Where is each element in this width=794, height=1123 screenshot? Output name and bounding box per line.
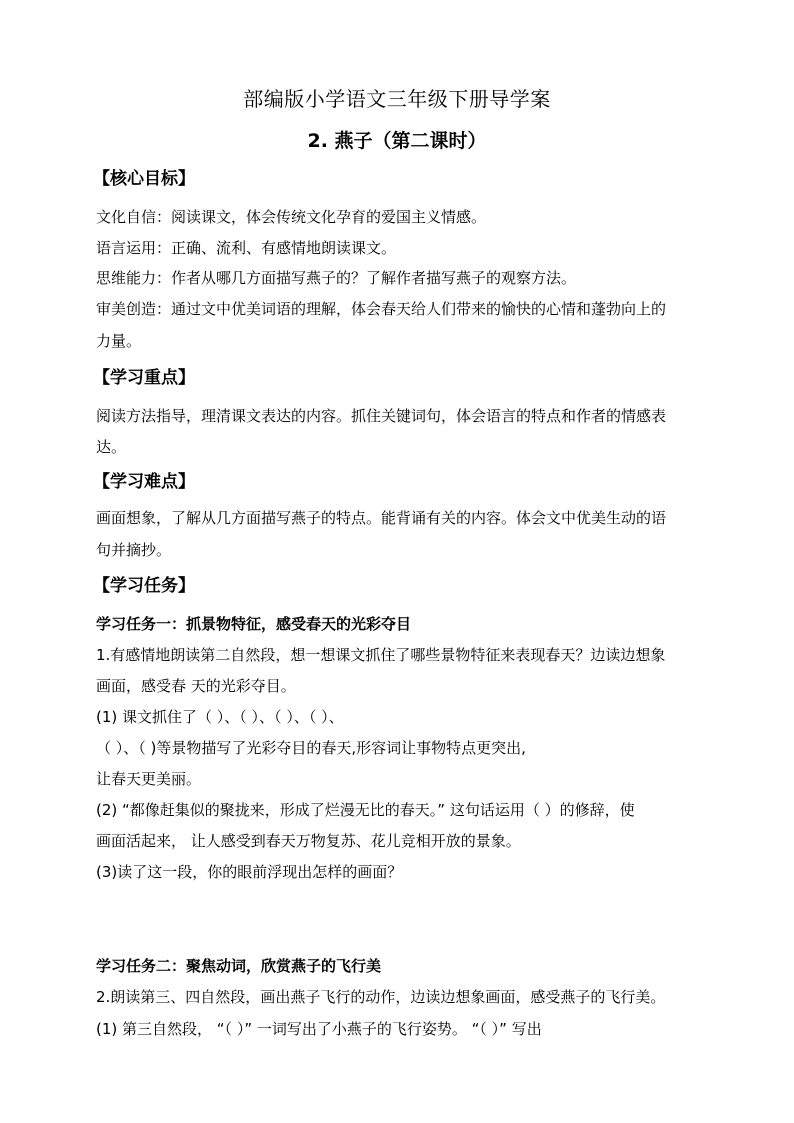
- difficulty-line: 画面想象，了解从几方面描写燕子的特点。能背诵有关的内容。体会文中优美生动的语: [96, 509, 667, 527]
- heading-core-goals: 【核心目标】: [93, 169, 195, 189]
- goal-line: 力量。: [96, 332, 142, 350]
- goal-line: 文化自信：阅读课文，体会传统文化孕育的爱国主义情感。: [96, 208, 487, 226]
- task2-line: 2.朗读第三、四自然段，画出燕子飞行的动作，边读边想象画面，感受燕子的飞行美。: [96, 988, 666, 1006]
- difficulty-line: 句并摘抄。: [96, 541, 172, 559]
- task1-line: (2) “都像赶集似的聚拢来，形成了烂漫无比的春天。” 这句话运用（ ）的修辞，使: [96, 801, 635, 819]
- heading-tasks: 【学习任务】: [93, 576, 195, 596]
- heading-difficulties: 【学习难点】: [93, 472, 195, 492]
- key-point-line: 达。: [96, 438, 127, 456]
- heading-key-points: 【学习重点】: [93, 368, 195, 388]
- task1-line: (1) 课文抓住了（ ）、（ ）、（ ）、（ ）、: [96, 708, 344, 726]
- goal-line: 思维能力：作者从哪几方面描写燕子的？了解作者描写燕子的观察方法。: [96, 269, 577, 287]
- task2-title: 学习任务二：聚焦动词，欣赏燕子的飞行美: [96, 957, 382, 975]
- task1-line: 画面，感受春 天的光彩夺目。: [96, 677, 296, 695]
- task2-line: (1) 第三自然段， “（ ）” 一词写出了小燕子的飞行姿势。 “（ ）” 写出: [96, 1020, 542, 1038]
- task1-line: （ ）、（ )等景物描写了光彩夺目的春天,形容词让事物特点更突出,: [96, 739, 526, 757]
- task1-line: 画面活起来， 让人感受到春天万物复苏、花儿竞相开放的景象。: [96, 832, 521, 850]
- task1-line: (3)读了这一段，你的眼前浮现出怎样的画面？: [96, 863, 403, 881]
- goal-line: 语言运用：正确、流利、有感情地朗读课文。: [96, 239, 397, 257]
- key-point-line: 阅读方法指导，理清课文表达的内容。抓住关键词句，体会语言的特点和作者的情感表: [96, 407, 667, 425]
- document-title: 部编版小学语文三年级下册导学案: [243, 87, 551, 111]
- task1-line: 让春天更美丽。: [96, 770, 202, 788]
- task1-title: 学习任务一：抓景物特征，感受春天的光彩夺目: [96, 615, 412, 633]
- goal-line: 审美创造：通过文中优美词语的理解，体会春天给人们带来的愉快的心情和蓬勃向上的: [96, 300, 667, 318]
- task1-line: 1.有感情地朗读第二自然段，想一想课文抓住了哪些景物特征来表现春天？边读边想象: [96, 646, 666, 664]
- lesson-title: 2. 燕子（第二课时）: [307, 130, 487, 152]
